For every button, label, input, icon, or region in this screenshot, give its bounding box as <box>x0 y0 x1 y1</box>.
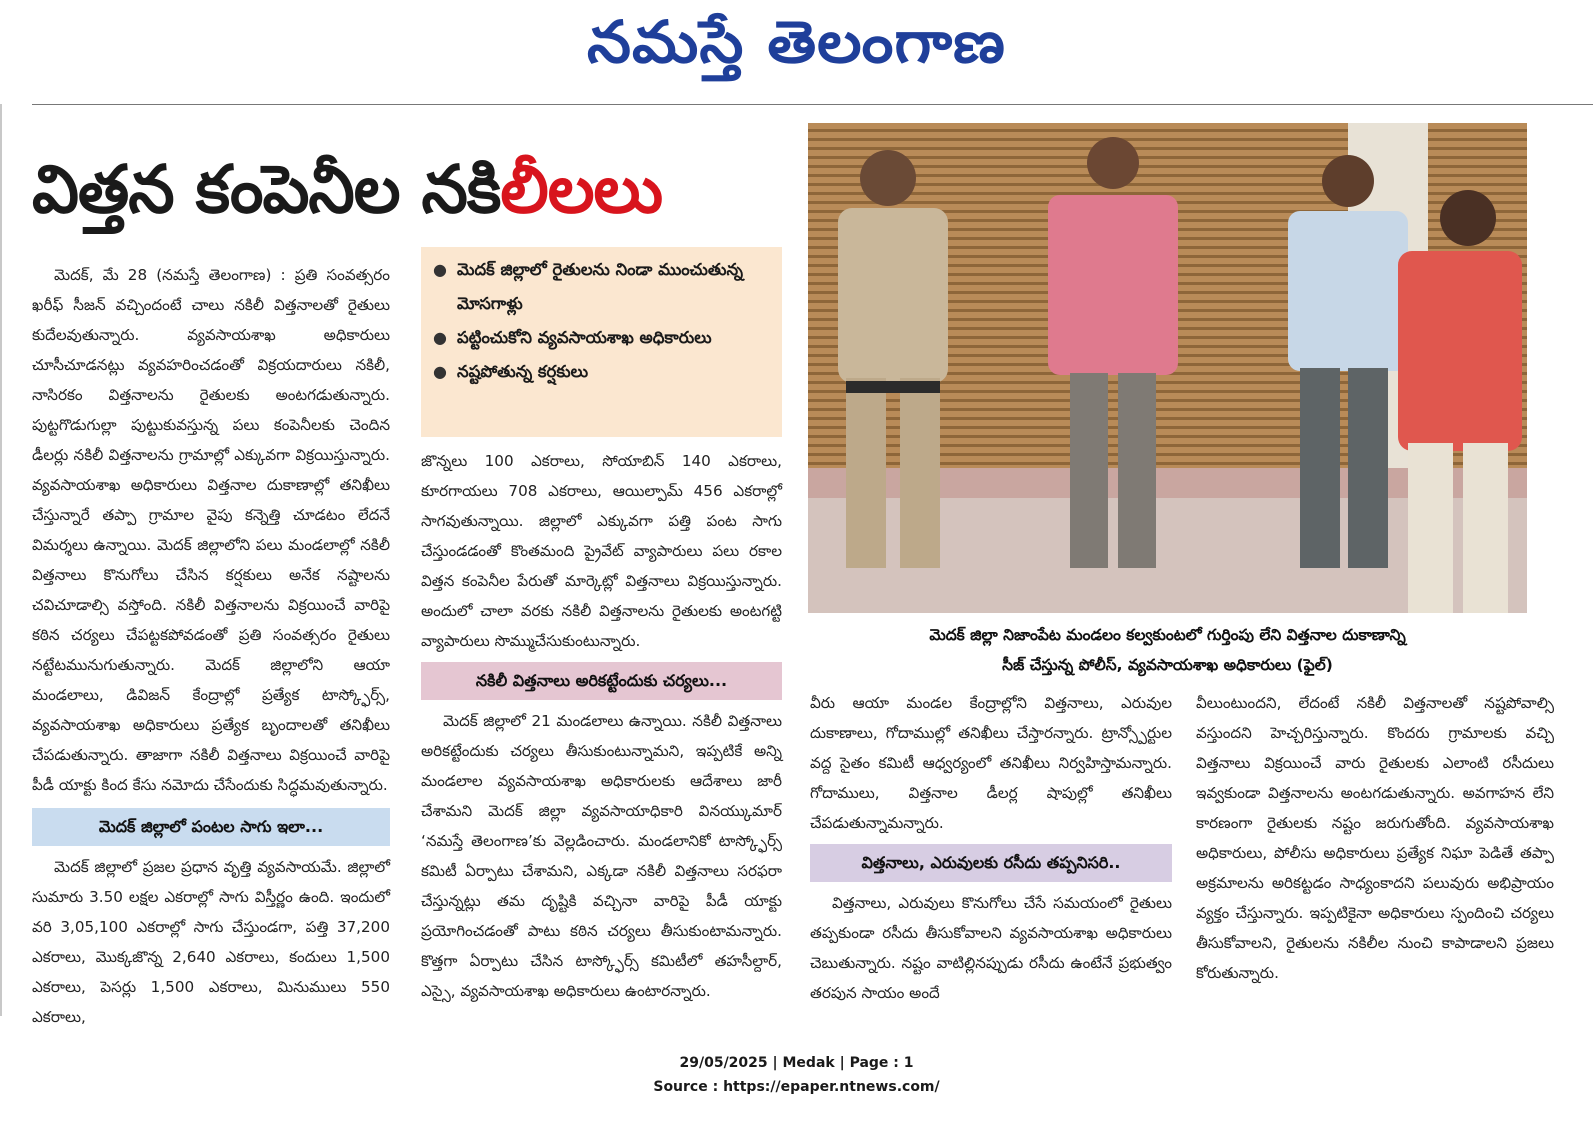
closing-paragraph: వీలుంటుందని, లేదంటే నకిలీ విత్తనాలతో నష్టపోవాల్సి వస్తుందని హెచ్చరిస్తున్నారు. కొందరు గ్రామాలకు వచ్చి విత్తనాలు విక్రయించే వారు రైతులకు ఎలాంటి రసీదులు ఇవ్వకుండా విత్తనాలను అంటగడుతున్నారు. అవగాహన లేని కారణంగా రైతులకు నష్టం జరుగుతోంది. వ్యవసాయశాఖ అధికారులు, పోలీసు అధికారులు ప్రత్యేక నిఘా పెడితే తప్పా అక్రమాలను అరికట్టడం సాధ్యంకాదని పలువురు అభిప్రాయం వ్యక్తం చేస్తున్నారు. ఇప్పటికైనా అధికారులు స్పందించి చర్యలు తీసుకోవాలని, రైతులను నకిలీల నుంచి కాపాడాలని ప్రజలు కోరుతున్నారు. <box>1196 694 1554 982</box>
page-edge-line <box>0 104 2 1016</box>
news-photo <box>808 123 1527 613</box>
bullet-icon: ● <box>433 260 447 279</box>
headline <box>32 140 812 240</box>
highlight-item: ● మెదక్ జిల్లాలో రైతులను నిండా ముంచుతున్న మోసగాళ్లు <box>421 253 782 321</box>
footer-source-link[interactable]: Source : https://epaper.ntnews.com/ <box>653 1079 940 1095</box>
bullet-icon: ● <box>433 362 447 381</box>
intro-paragraph: మెదక్, మే 28 (నమస్తే తెలంగాణ) : ప్రతి సంవత్సరం ఖరీఫ్ సీజన్ వచ్చిందంటే చాలు నకిలీ విత్తనాలతో రైతులు కుదేలవుతున్నారు. వ్యవసాయశాఖ అధికారులు చూసీచూడనట్లు వ్యవహరించడంతో విక్రయదారులు నకిలీ, నాసిరకం విత్తనాలను రైతులకు అంటగడుతున్నారు. పుట్టగొడుగుల్లా పుట్టుకువస్తున్న పలు కంపెనీలకు చెందిన డీలర్లు నకిలీ విత్తనాలను గ్రామాల్లో ఎక్కువగా విక్రయిస్తున్నారు. వ్యవసాయశాఖ అధికారులు విత్తనాల దుకాణాల్లో తనిఖీలు చేస్తున్నారే తప్పా గ్రామాల వైపు కన్నెత్తి చూడటం లేదనే విమర్శలు ఉన్నాయి. మెదక్ జిల్లాలోని పలు మండలాల్లో నకిలీ విత్తనాలు కొనుగోలు చేసిన కర్షకులు అనేక నష్టాలను చవిచూడాల్సి వస్తోంది. నకిలీ విత్తనాలను విక్రయించే వారిపై కఠిన చర్యలు చేపట్టకపోవడంతో ప్రతి సంవత్సరం రైతులు నట్టేటమునుగుతున్నారు. మెదక్ జిల్లాలోని ఆయా మండలాలు, డివిజన్ కేంద్రాల్లో ప్రత్యేక టాస్క్ఫోర్స్, వ్యవసాయశాఖ అధికారులు ప్రత్యేక బృందాలతో తనిఖీలు చేపడుతున్నారు. తాజాగా నకిలీ విత్తనాలు విక్రయించే వారిపై పీడీ యాక్టు కింద కేసు నమోదు చేసేందుకు సిద్ధమవుతున్నారు. <box>32 266 390 794</box>
crops-continued-paragraph: జొన్నలు 100 ఎకరాలు, సోయాబిన్ 140 ఎకరాలు, కూరగాయలు 708 ఎకరాలు, ఆయిల్పామ్ 456 ఎకరాల్లో సాగవుతున్నాయి. జిల్లాలో ఎక్కువగా పత్తి పంట సాగు చేస్తుండడంతో కొంతమంది ప్రైవేట్ వ్యాపారులు పలు రకాల విత్తన కంపెనీల పేరుతో మార్కెట్లో విత్తనాలు విక్రయిస్తున్నారు. అందులో చాలా వరకు నకిలీ విత్తనాలను రైతులకు అంటగట్టి వ్యాపారులు సొమ్ముచేసుకుంటున్నారు. <box>421 452 782 650</box>
masthead-rule <box>32 104 1593 105</box>
page-footer <box>0 1051 1593 1099</box>
subhead-crops: మెదక్ జిల్లాలో పంటల సాగు ఇలా... <box>32 808 390 846</box>
footer-date-line: 29/05/2025 | Medak | Page : 1 <box>679 1055 914 1071</box>
checks-paragraph: వీరు ఆయా మండల కేంద్రాల్లోని విత్తనాలు, ఎరువుల దుకాణాలు, గోదాముల్లో తనిఖీలు చేస్తారన్నారు. ట్రాన్స్పోర్టుల వద్ద సైతం కమిటీ ఆధ్వర్యంలో తనిఖీలు నిర్వహిస్తామన్నారు. గోదాములు, విత్తనాల డీలర్ల షాపుల్లో తనిఖీలు చేపడుతున్నామన్నారు. <box>810 694 1172 832</box>
measures-paragraph: మెదక్ జిల్లాలో 21 మండలాలు ఉన్నాయి. నకిలీ విత్తనాలు అరికట్టేందుకు చర్యలు తీసుకుంటున్నామని, ఇప్పటికే అన్ని మండలాల వ్యవసాయశాఖ అధికారులకు ఆదేశాలు జారీ చేశామని మెదక్ జిల్లా వ్యవసాయాధికారి వినయ్కుమార్ ‘నమస్తే తెలంగాణ’కు వెల్లడించారు. మండలానికో టాస్క్ఫోర్స్ కమిటీ ఏర్పాటు చేశామని, ఎక్కడా నకిలీ విత్తనాలు సరఫరా చేస్తున్నట్లు తమ దృష్టికి వచ్చినా వారిపై పీడీ యాక్టు ప్రయోగించడంతో పాటు కఠిన చర్యలు తీసుకుంటామన్నారు. కొత్తగా ఏర్పాటు చేసిన టాస్క్ఫోర్స్ కమిటీలో తహసీల్దార్, ఎస్సై, వ్యవసాయశాఖ అధికారులు ఉంటారన్నారు. <box>421 712 782 1000</box>
receipt-paragraph: విత్తనాలు, ఎరువులు కొనుగోలు చేసే సమయంలో రైతులు తప్పకుండా రసీదు తీసుకోవాలని వ్యవసాయశాఖ అధికారులు చెబుతున్నారు. నష్టం వాటిల్లినప్పుడు రసీదు ఉంటేనే ప్రభుత్వం తరపున సాయం అందే <box>810 894 1172 1002</box>
article-column-4 <box>1196 688 1554 988</box>
article-column-3 <box>810 688 1172 1008</box>
masthead-logo: నమస్తే తెలంగాణ <box>586 8 1007 76</box>
caption-line-2: సీజ్ చేస్తున్న పోలీస్, వ్యవసాయశాఖ అధికారులు (ఫైల్) <box>1002 656 1333 674</box>
crops-paragraph: మెదక్ జిల్లాలో ప్రజల ప్రధాన వృత్తి వ్యవసాయమే. జిల్లాలో సుమారు 3.50 లక్షల ఎకరాల్లో సాగు విస్తీర్ణం ఉంది. ఇందులో వరి 3,05,100 ఎకరాల్లో సాగు చేస్తుండగా, పత్తి 37,200 ఎకరాలు, మొక్కజొన్న 2,640 ఎకరాలు, కందులు 1,500 ఎకరాలు, పెసర్లు 1,500 ఎకరాలు, మినుములు 550 ఎకరాలు, <box>32 858 390 1026</box>
article-column-1 <box>32 260 390 1032</box>
subhead-receipt: విత్తనాలు, ఎరువులకు రసీదు తప్పనిసరి.. <box>810 844 1172 882</box>
subhead-measures: నకిలీ విత్తనాలు అరికట్టేందుకు చర్యలు... <box>421 662 782 700</box>
highlight-item: ● నష్టపోతున్న కర్షకులు <box>421 355 782 389</box>
headline-main: విత్తన కంపెనీల నకి <box>32 151 501 228</box>
highlights-box <box>421 247 782 437</box>
headline-accent: లీలలు <box>500 151 663 228</box>
caption-line-1: మెదక్ జిల్లా నిజాంపేట మండలం కల్వకుంటలో గుర్తింపు లేని విత్తనాల దుకాణాన్ని <box>929 626 1406 644</box>
bullet-icon: ● <box>433 328 447 347</box>
article-column-2 <box>421 446 782 1006</box>
highlight-item: ● పట్టించుకోని వ్యవసాయశాఖ అధికారులు <box>421 321 782 355</box>
photo-caption <box>808 620 1527 680</box>
